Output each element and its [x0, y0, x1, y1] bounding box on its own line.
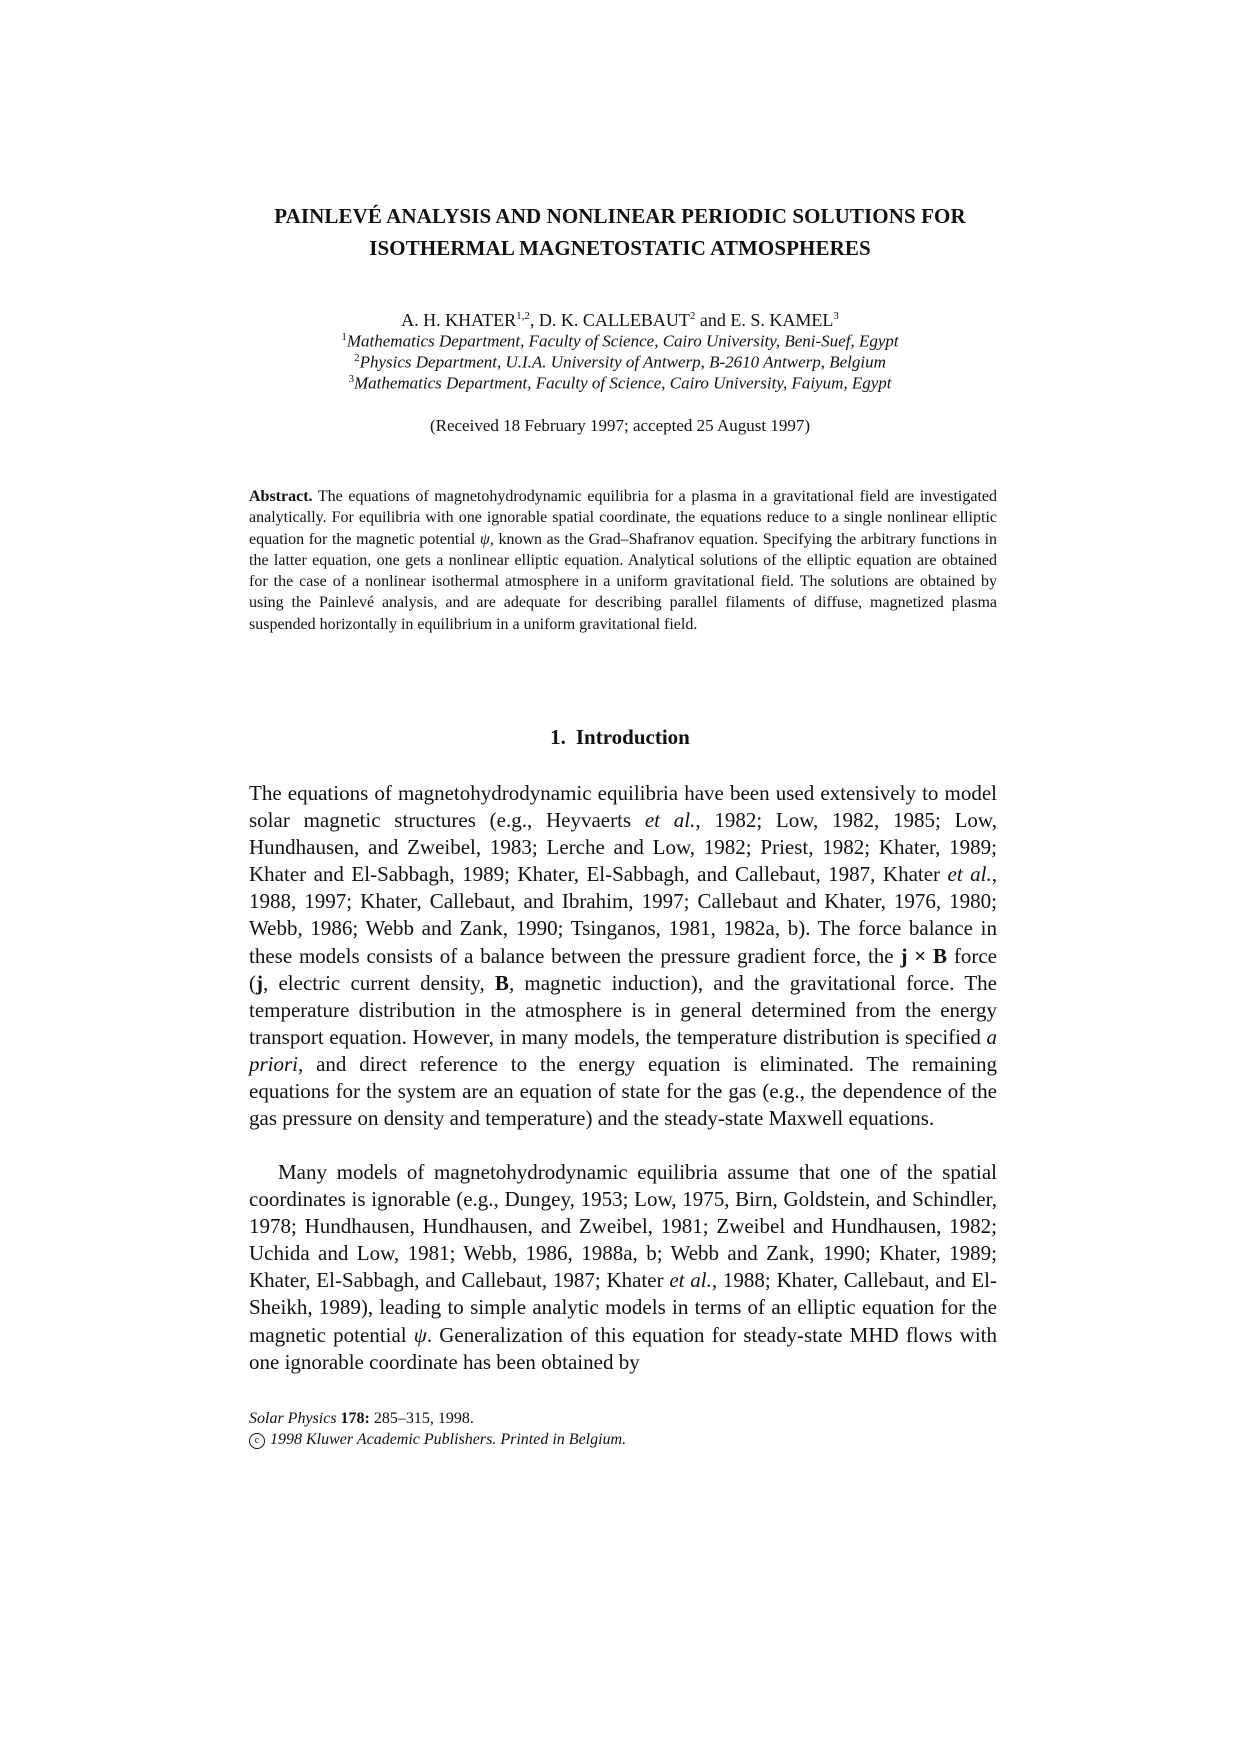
copyright-text: 1998 Kluwer Academic Publishers. Printed in Belgium. [270, 1431, 627, 1448]
journal-name: Solar Physics [249, 1410, 337, 1427]
author-3-affil: 3 [833, 310, 839, 322]
citation-line [249, 1408, 626, 1429]
author-1: A. H. KHATER [401, 310, 517, 330]
section-heading-introduction [240, 724, 1000, 750]
copyright-icon: c [249, 1433, 265, 1449]
journal-pages: 285–315, 1998. [373, 1410, 474, 1427]
paragraph-1: The equations of magnetohydrodynamic equilibria have been used extensively to model solar magnetic structures (e.g., Heyvaerts et al., 1982; Low, 1982, 1985; Low, Hundhausen, and Zweibel, 1983; Lerche and Low, 1982; Priest, 1982; Khater, 1989; Khater and El-Sabbagh, 1989; Khater, El-Sabbagh, and Callebaut, 1987, Khater et al., 1988, 1997; Khater, Callebaut, and Ibrahim, 1997; Callebaut and Khater, 1976, 1980; Webb, 1986; Webb and Zank, 1990; Tsinganos, 1981, 1982a, b). The force balance in these models consists of a balance between the pressure gradient force, the j × B force (j, electric current density, B, magnetic induction), and the gravitational force. The temperature distribution in the atmosphere is in general determined from the energy transport equation. However, in many models, the temperature distribution is specified a priori, and direct reference to the energy equation is eliminated. The remaining equations for the system are an equation of state for the gas (e.g., the dependence of the gas pressure on density and temperature) and the steady-state Maxwell equations. [249, 781, 997, 1131]
journal-volume: 178: [340, 1410, 370, 1427]
psi-symbol: ψ [413, 1322, 427, 1347]
copyright-line [249, 1429, 626, 1450]
author-2-affil: 2 [689, 310, 696, 322]
paper-title [240, 200, 1000, 264]
received-dates: (Received 18 February 1997; accepted 25 August 1997) [429, 416, 811, 435]
author-1-affil: 1,2 [516, 310, 530, 322]
author-3: and E. S. KAMEL [695, 310, 834, 330]
jxb-term: j × B [900, 943, 948, 968]
title-line-2: ISOTHERMAL MAGNETOSTATIC ATMOSPHERES [369, 236, 871, 260]
abstract: Abstract. The equations of magnetohydrodynamic equilibria for a plasma in a gravitational field are investigated analytically. For equilibria with one ignorable spatial coordinate, the equations reduce to a single nonlinear elliptic equation for the magnetic potential ψ, known as the Grad–Shafranov equation. Specifying the arbitrary functions in the latter equation, one gets a nonlinear elliptic equation. Analytical solutions of the elliptic equation are obtained for the case of a nonlinear isothermal atmosphere in a uniform gravitational field. The solutions are obtained by using the Painlevé analysis, and are adequate for describing parallel filaments of diffuse, magnetized plasma suspended horizontally in equilibrium in a uniform gravitational field. [249, 488, 998, 633]
section-number: 1. [550, 725, 566, 749]
journal-footer [249, 1408, 626, 1450]
affiliation-1: $^1$Mathematics Department, Faculty of Science, Cairo University, Beni-Suef, Egypt [341, 331, 899, 351]
affiliation-2: $^2$Physics Department, U.I.A. University of Antwerp, B-2610 Antwerp, Belgium [354, 352, 886, 372]
author-2: , D. K. CALLEBAUT [529, 310, 690, 330]
section-title: Introduction [575, 725, 690, 749]
psi-symbol: ψ [479, 530, 490, 548]
title-line-1: PAINLEVÉ ANALYSIS AND NONLINEAR PERIODIC SOLUTIONS FOR [274, 204, 966, 228]
affiliation-3: $^3$Mathematics Department, Faculty of Science, Cairo University, Faiyum, Egypt [348, 373, 892, 393]
abstract-label: Abstract. [249, 488, 313, 505]
paragraph-2: Many models of magnetohydrodynamic equilibria assume that one of the spatial coordinates is ignorable (e.g., Dungey, 1953; Low, 1975, Birn, Goldstein, and Schindler, 1978; Hundhausen, Hundhausen, and Zweibel, 1981; Zweibel and Hundhausen, 1982; Uchida and Low, 1981; Webb, 1986, 1988a, b; Webb and Zank, 1990; Khater, 1989; Khater, El-Sabbagh, and Callebaut, 1987; Khater et al., 1988; Khater, Callebaut, and El-Sheikh, 1989), leading to simple analytic models in terms of an elliptic equation for the magnetic potential ψ. Generalization of this equation for steady-state MHD flows with one ignorable coordinate has been obtained by [249, 1160, 998, 1374]
